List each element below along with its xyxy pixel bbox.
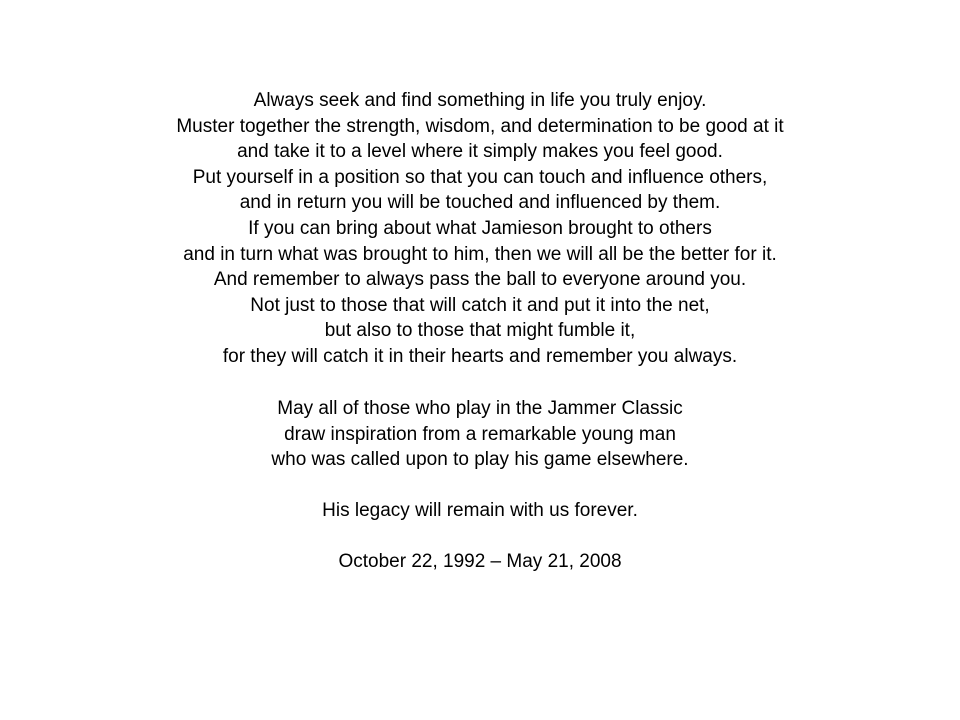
dates-line: [0, 549, 960, 575]
paragraph-line: Not just to those that will catch it and put it into the net,: [250, 294, 710, 316]
paragraph-line: for they will catch it in their hearts and remember you always.: [222, 345, 738, 367]
tribute-paragraph-classic: [0, 396, 960, 473]
paragraph-line: and in turn what was brought to him, then we will all be the better for it.: [183, 243, 777, 265]
paragraph-line: but also to those that might fumble it,: [324, 320, 636, 342]
paragraph-line: and take it to a level where it simply makes you feel good.: [237, 141, 723, 163]
paragraph-line: And remember to always pass the ball to everyone around you.: [213, 269, 747, 291]
paragraph-line: draw inspiration from a remarkable young man: [284, 423, 676, 445]
paragraph-line: If you can bring about what Jamieson brought to others: [248, 217, 712, 239]
dates-text: October 22, 1992 – May 21, 2008: [338, 551, 622, 572]
paragraph-line: Put yourself in a position so that you can touch and influence others,: [192, 166, 768, 188]
legacy-line: [0, 498, 960, 524]
paragraph-line: May all of those who play in the Jammer Classic: [277, 398, 683, 419]
paragraph-line: Always seek and find something in life you truly enjoy.: [253, 90, 707, 111]
tribute-paragraph-advice: [0, 88, 960, 370]
paragraph-line: Muster together the strength, wisdom, and determination to be good at it: [176, 115, 784, 137]
paragraph-line: and in return you will be touched and influenced by them.: [239, 192, 721, 214]
legacy-text: His legacy will remain with us forever.: [322, 500, 638, 521]
paragraph-line: who was called upon to play his game elsewhere.: [271, 449, 689, 471]
